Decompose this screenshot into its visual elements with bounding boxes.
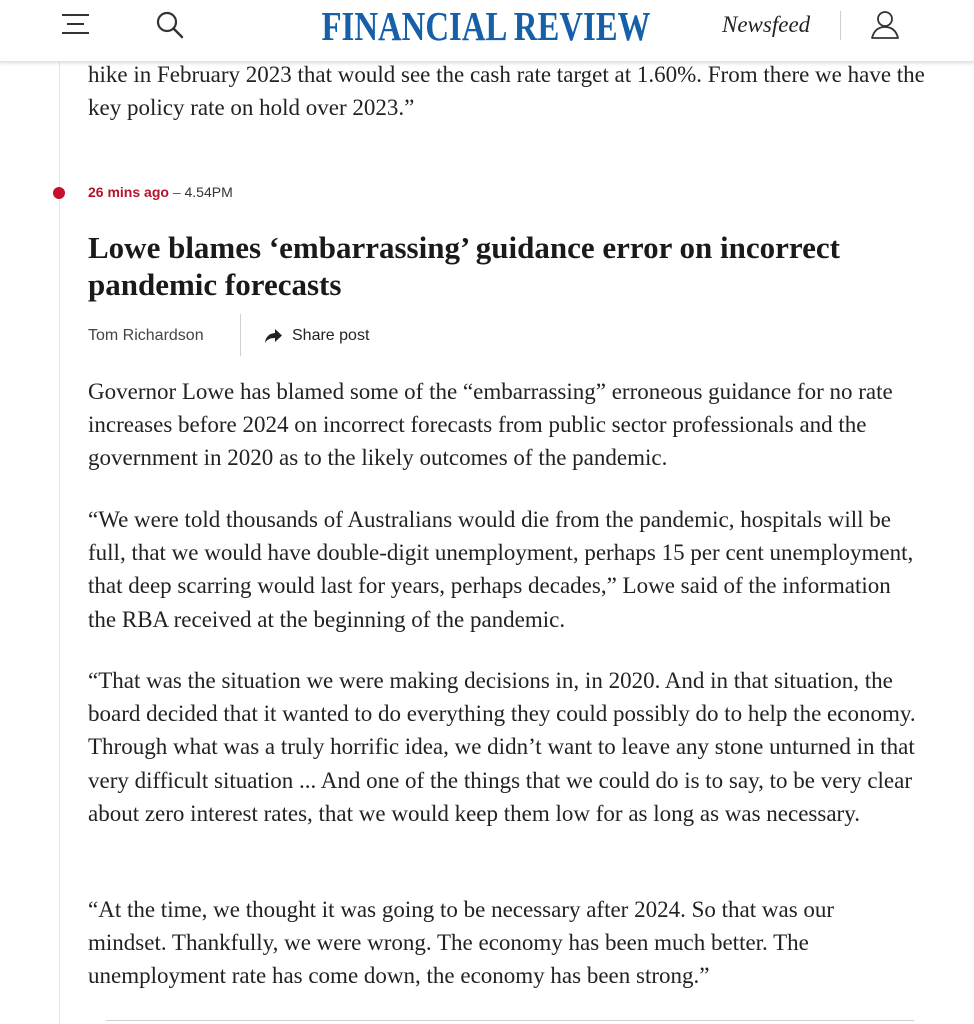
post-headline: Lowe blames ‘embarrassing’ guidance error on incorrect pandemic forecasts (88, 230, 840, 302)
site-logo[interactable]: FINANCIAL REVIEW (321, 3, 651, 49)
post-time: 4.54PM (184, 184, 233, 200)
previous-post-text: hike in February 2023 that would see the cash rate target at 1.60%. From there we have the key policy rate on hold over 2023.” (88, 62, 925, 120)
post-timestamp (88, 184, 233, 200)
share-arrow-icon (264, 328, 283, 344)
header-divider (840, 11, 841, 40)
article-paragraph: “That was the situation we were making decisions in, in 2020. And in that situation, the board decided that it wanted to do everything they could possibly do to help the economy. Through what was a truly horrific idea, we didn’t want to leave any stone unturned in that very difficult situation ... And one of the things that we could do is to say, to be very clear about zero interest rates, that we would keep them low for as long as was necessary. (88, 668, 916, 826)
author-name[interactable]: Tom Richardson (88, 327, 204, 344)
user-icon[interactable] (869, 9, 901, 41)
article-paragraph: Governor Lowe has blamed some of the “embarrassing” erroneous guidance for no rate increases before 2024 on incorrect forecasts from public sector professionals and the government in 2020 as to the likely outcomes of the pandemic. (88, 379, 893, 471)
author-divider (240, 314, 241, 356)
article-paragraph: “We were told thousands of Australians would die from the pandemic, hospitals will be full, that we would have double-digit unemployment, perhaps 15 per cent unemployment, that deep scarring would last for years, perhaps decades,” Lowe said of the information the RBA received at the beginning of the pandemic. (88, 507, 914, 632)
timeline-line (59, 62, 60, 1024)
time-separator: – (172, 184, 181, 200)
newsfeed-link[interactable]: Newsfeed (722, 12, 811, 37)
share-post-button[interactable] (264, 325, 369, 347)
article-paragraph: “At the time, we thought it was going to be necessary after 2024. So that was our mindset. Thankfully, we were wrong. The economy has been much better. The unemployment rate has come down, the economy has been strong.” (88, 897, 835, 989)
share-post-label: Share post (292, 327, 370, 344)
live-indicator-dot (53, 187, 65, 199)
search-icon[interactable] (155, 10, 185, 40)
top-navigation-bar (0, 0, 974, 62)
post-divider (106, 1020, 914, 1021)
time-ago: 26 mins ago (88, 184, 169, 200)
menu-icon[interactable] (62, 12, 92, 38)
